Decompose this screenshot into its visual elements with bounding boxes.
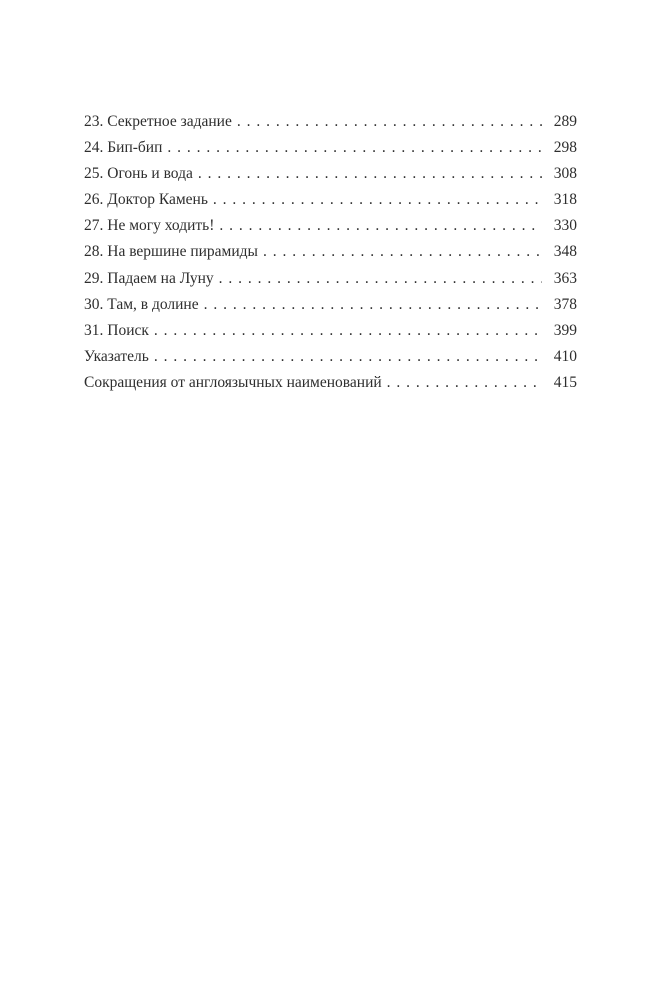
dot-leader: [154, 318, 542, 344]
toc-entry: [84, 213, 577, 239]
dot-leader: [219, 213, 542, 239]
toc-entry: [84, 135, 577, 161]
toc-entry: [84, 344, 577, 370]
toc-entry: [84, 161, 577, 187]
toc-entry-title: 25. Огонь и вода: [84, 165, 193, 183]
toc-entry-page-number: 348: [553, 243, 577, 261]
table-of-contents: [84, 109, 577, 396]
dot-leader: [198, 161, 542, 187]
toc-entry-title: 27. Не могу ходить!: [84, 217, 215, 235]
toc-entry: [84, 266, 577, 292]
toc-entry-title: 28. На вершине пирамиды: [84, 243, 258, 261]
toc-entry-title: 31. Поиск: [84, 321, 149, 339]
toc-entry-page-number: 378: [553, 295, 577, 313]
toc-entry: [84, 187, 577, 213]
dot-leader: [154, 344, 542, 370]
dot-leader: [167, 135, 542, 161]
toc-entry-title: 23. Секретное задание: [84, 113, 232, 130]
toc-entry-title: 29. Падаем на Луну: [84, 269, 214, 287]
dot-leader: [204, 292, 542, 318]
toc-entry-page-number: 399: [553, 321, 577, 339]
dot-leader: [237, 109, 542, 135]
toc-entry-page-number: 330: [553, 217, 577, 235]
toc-entry: [84, 239, 577, 265]
toc-entry: [84, 292, 577, 318]
toc-entry-title: 30. Там, в долине: [84, 295, 199, 313]
toc-entry-title: 24. Бип-бип: [84, 139, 163, 157]
dot-leader: [263, 239, 542, 265]
toc-entry: [84, 109, 577, 135]
toc-entry-page-number: 289: [553, 113, 577, 130]
toc-entry-page-number: 308: [553, 165, 577, 183]
toc-entry: [84, 318, 577, 344]
toc-entry-page-number: 363: [553, 269, 577, 287]
toc-entry-page-number: 415: [553, 373, 577, 391]
toc-entry-title: 26. Доктор Камень: [84, 191, 208, 209]
toc-entry-title: Сокращения от англоязычных наименований: [84, 373, 382, 391]
toc-entry-title: Указатель: [84, 347, 149, 365]
dot-leader: [213, 187, 542, 213]
toc-entry-page-number: 318: [553, 191, 577, 209]
toc-entry-page-number: 410: [553, 347, 577, 365]
toc-entry: [84, 370, 577, 396]
toc-entry-page-number: 298: [553, 139, 577, 157]
dot-leader: [219, 266, 542, 292]
dot-leader: [387, 370, 542, 396]
